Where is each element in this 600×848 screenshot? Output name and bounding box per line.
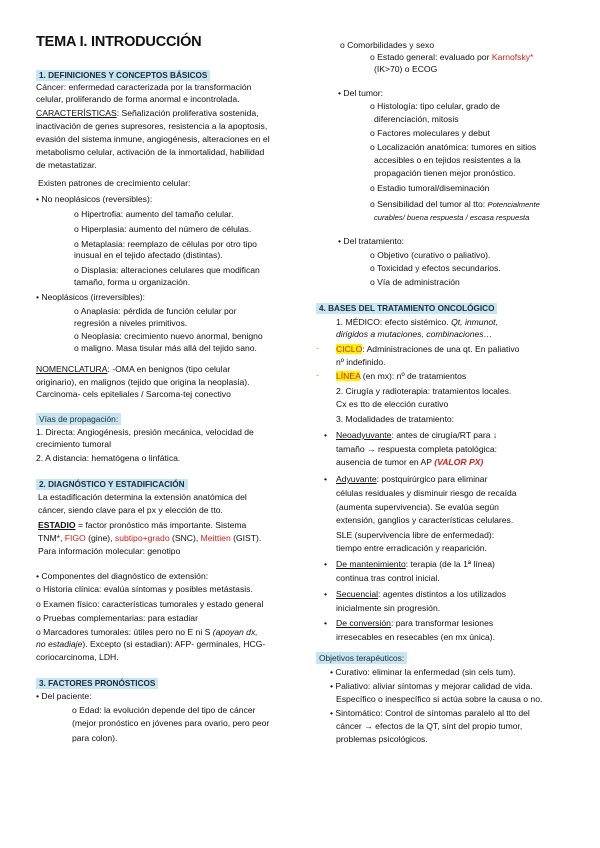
text-line: La estadificación determina la extensión anatómica del bbox=[38, 492, 247, 502]
mantenimiento-line: De mantenimiento: terapia (de la 1ª línea) bbox=[336, 559, 495, 569]
text-line: crecimiento tumoral bbox=[36, 439, 111, 449]
adyuvante-line: Adyuvante: postquirúrgico para eliminar bbox=[336, 474, 488, 484]
neoadyuvante-line: Neoadyuvante: antes de cirugía/RT para ↓ bbox=[336, 430, 498, 440]
list-item: diferenciación, mitosis bbox=[374, 114, 459, 124]
list-item: (IK>70) o ECOG bbox=[374, 64, 438, 74]
section-2-heading: 2. DIAGNÓSTICO Y ESTADIFICACIÓN bbox=[36, 479, 188, 490]
vias-heading: Vías de propagación: bbox=[36, 414, 121, 425]
list-heading: • Neoplásicos (irreversibles): bbox=[36, 292, 146, 302]
list-item: o Displasia: alteraciones celulares que modifican bbox=[74, 265, 260, 275]
list-item: para colon). bbox=[72, 733, 118, 743]
list-item: o Metaplasia: reemplazo de células por otro tipo bbox=[74, 239, 257, 249]
text-line: tamaño → respuesta completa patológica: bbox=[336, 444, 497, 454]
list-item: tamaño, forma u organización. bbox=[74, 277, 191, 287]
text-line: ausencia de tumor en AP (VALOR PX) bbox=[336, 457, 484, 467]
text-line: 2. Cirugía y radioterapia: tratamientos locales. bbox=[336, 386, 512, 396]
section-4-heading: 4. BASES DEL TRATAMIENTO ONCOLÓGICO bbox=[316, 303, 497, 314]
secuencial-line: Secuencial: agentes distintos a los utilizados bbox=[336, 589, 507, 599]
list-item: o Estado general: evaluado por Karnofsky* bbox=[370, 52, 534, 62]
list-item: • Curativo: eliminar la enfermedad (sin cels tum). bbox=[330, 667, 516, 677]
text-line: Existen patrones de crecimiento celular: bbox=[38, 178, 191, 188]
ciclo-line: CICLO: Administraciones de una qt. En paliativo bbox=[336, 344, 520, 354]
list-item: o Hipertrofia: aumento del tamaño celular. bbox=[74, 209, 234, 219]
list-item: o Comorbilidades y sexo bbox=[340, 40, 435, 50]
text-line: (aumenta supervivencia). Se evalúa según bbox=[336, 502, 499, 512]
text-line: células residuales y disminuir riesgo de recaída bbox=[336, 488, 517, 498]
text-line: tiempo entre erradicación y reaparición. bbox=[336, 543, 487, 553]
text-line: Carcinoma- cels epiteliales / Sarcoma-tej conectivo bbox=[36, 389, 231, 399]
list-item: • Sintomático: Control de síntomas paralelo al tto del bbox=[330, 708, 530, 718]
list-item: o Historia clínica: evalúa síntomas y posibles metástasis. bbox=[36, 584, 253, 594]
text-line: 1. Directa: Angiogénesis, presión mecánica, velocidad de bbox=[36, 427, 254, 437]
list-item: o Sensibilidad del tumor al tto: Potencialmente bbox=[370, 199, 540, 209]
page-title: TEMA I. INTRODUCCIÓN bbox=[36, 34, 202, 50]
text-line: 1. MÉDICO: efecto sistémico. Qt, inmunot, bbox=[336, 317, 498, 327]
list-item: (mejor pronóstico en jóvenes para ovario, pero peor bbox=[72, 718, 270, 728]
text-line: de metastatizar. bbox=[36, 160, 97, 170]
list-item: o Pruebas complementarias: para estadiar bbox=[36, 613, 198, 623]
text-line: 2. A distancia: hematógena o linfática. bbox=[36, 453, 181, 463]
bullet: • bbox=[324, 589, 328, 599]
bullet: • bbox=[324, 559, 328, 569]
list-item: coriocarcinoma, LDH. bbox=[36, 652, 119, 662]
caracteristicas-line: CARACTERÍSTICAS: Señalización proliferativa sostenida, bbox=[36, 108, 259, 118]
list-item: problemas psicológicos. bbox=[336, 734, 428, 744]
objetivos-heading: Objetivos terapéuticos: bbox=[316, 653, 407, 664]
list-item: o Marcadores tumorales: útiles pero no E ni S (apoyan dx, bbox=[36, 627, 258, 637]
nomenclatura-line: NOMENCLATURA: -OMA en benignos (tipo celular bbox=[36, 364, 231, 374]
text-line: evasión del sistema inmune, angiogénesis, alteraciones en el bbox=[36, 134, 270, 144]
text-line: celular, proliferando de forma anormal e incontrolada. bbox=[36, 94, 240, 104]
list-item: accesibles o en tejidos resistentes a la bbox=[374, 155, 521, 165]
text-line: originario), en malignos (tejido que origina la neoplasia). bbox=[36, 377, 250, 387]
text-line: SLE (supervivencia libre de enfermedad): bbox=[336, 530, 495, 540]
list-heading: • No neoplásicos (reversibles): bbox=[36, 194, 153, 204]
list-item: regresión a niveles primitivos. bbox=[74, 318, 188, 328]
section-1-heading: 1. DEFINICIONES Y CONCEPTOS BÁSICOS bbox=[36, 70, 210, 81]
text-line: dirigidos a mutaciones, combinaciones… bbox=[336, 329, 493, 339]
list-heading: • Del tumor: bbox=[338, 88, 384, 98]
list-item: o Localización anatómica: tumores en sitios bbox=[370, 142, 537, 152]
list-item: o Factores moleculares y debut bbox=[370, 128, 490, 138]
conversion-line: De conversión: para transformar lesiones bbox=[336, 618, 494, 628]
list-item: o Neoplasia: crecimiento nuevo anormal, benigno bbox=[74, 331, 263, 341]
linea-line: LÍNEA (en mx): nº de tratamientos bbox=[336, 371, 467, 381]
sistemas-line: TNM*, FIGO (gine), subtipo+grado (SNC), Meittien (GIST). bbox=[38, 533, 262, 543]
list-heading: • Del tratamiento: bbox=[338, 236, 405, 246]
list-item: cáncer → efectos de la QT, sínt del propio tumor, bbox=[336, 721, 523, 731]
list-item: inusual en el tejido afectado (distintas). bbox=[74, 250, 223, 260]
list-item: o Edad: la evolución depende del tipo de cáncer bbox=[72, 705, 256, 715]
list-heading: • Del paciente: bbox=[36, 691, 92, 701]
list-item: no estadiaje). Excepto (si estadian): AFP- germinales, HCG- bbox=[36, 639, 266, 649]
list-item: o Hiperplasia: aumento del número de células. bbox=[74, 224, 252, 234]
list-item: o Anaplasia: pérdida de función celular por bbox=[74, 306, 237, 316]
text-line: irresecables en resecables (en mx única). bbox=[336, 632, 496, 642]
bullet: • bbox=[324, 474, 328, 484]
text-line: Cáncer: enfermedad caracterizada por la transformación bbox=[36, 82, 252, 92]
bullet: • bbox=[324, 430, 328, 440]
list-item: o Objetivo (curativo o paliativo). bbox=[370, 250, 491, 260]
text-line: continua tras control inicial. bbox=[336, 573, 440, 583]
text-line: cáncer, siendo clave para el px y elección de tto. bbox=[38, 505, 223, 515]
dash-marker: - bbox=[316, 370, 319, 380]
dash-marker: - bbox=[316, 343, 319, 353]
text-line: inicialmente sin progresión. bbox=[336, 603, 441, 613]
text-line: Para información molecular: genotipo bbox=[38, 546, 181, 556]
list-item: • Paliativo: aliviar síntomas y mejorar calidad de vida. bbox=[330, 681, 533, 691]
list-item: o Toxicidad y efectos secundarios. bbox=[370, 263, 501, 273]
list-item: o Estadio tumoral/diseminación bbox=[370, 183, 490, 193]
list-item: o Examen físico: características tumorales y estado general bbox=[36, 599, 264, 609]
bullet: • bbox=[324, 618, 328, 628]
list-item: curables/ buena respuesta / escasa respuesta bbox=[374, 213, 530, 222]
list-item: o maligno. Masa tisular más allá del tejido sano. bbox=[74, 343, 257, 353]
list-item: o Vía de administración bbox=[370, 277, 460, 287]
text-line: inactivación de genes supresores, resistencia a la apoptosis, bbox=[36, 121, 268, 131]
list-item: o Histología: tipo celular, grado de bbox=[370, 101, 500, 111]
list-item: propagación tienen mejor pronóstico. bbox=[374, 168, 516, 178]
text-line: metabolismo celular, activación de la inmortalidad, habilidad bbox=[36, 147, 265, 157]
list-heading: • Componentes del diagnóstico de extensión: bbox=[36, 571, 209, 581]
estadio-line: ESTADIO = factor pronóstico más importante. Sistema bbox=[38, 520, 247, 530]
text-line: extensión, ganglios y características celulares. bbox=[336, 515, 514, 525]
text-line: Cx es tto de elección curativo bbox=[336, 399, 449, 409]
text-line: nº indefinido. bbox=[336, 357, 386, 367]
list-item: Específico o inespecífico si actúa sobre la causa o no. bbox=[336, 694, 543, 704]
text-line: 3. Modalidades de tratamiento: bbox=[336, 414, 454, 424]
section-3-heading: 3. FACTORES PRONÓSTICOS bbox=[36, 678, 158, 689]
